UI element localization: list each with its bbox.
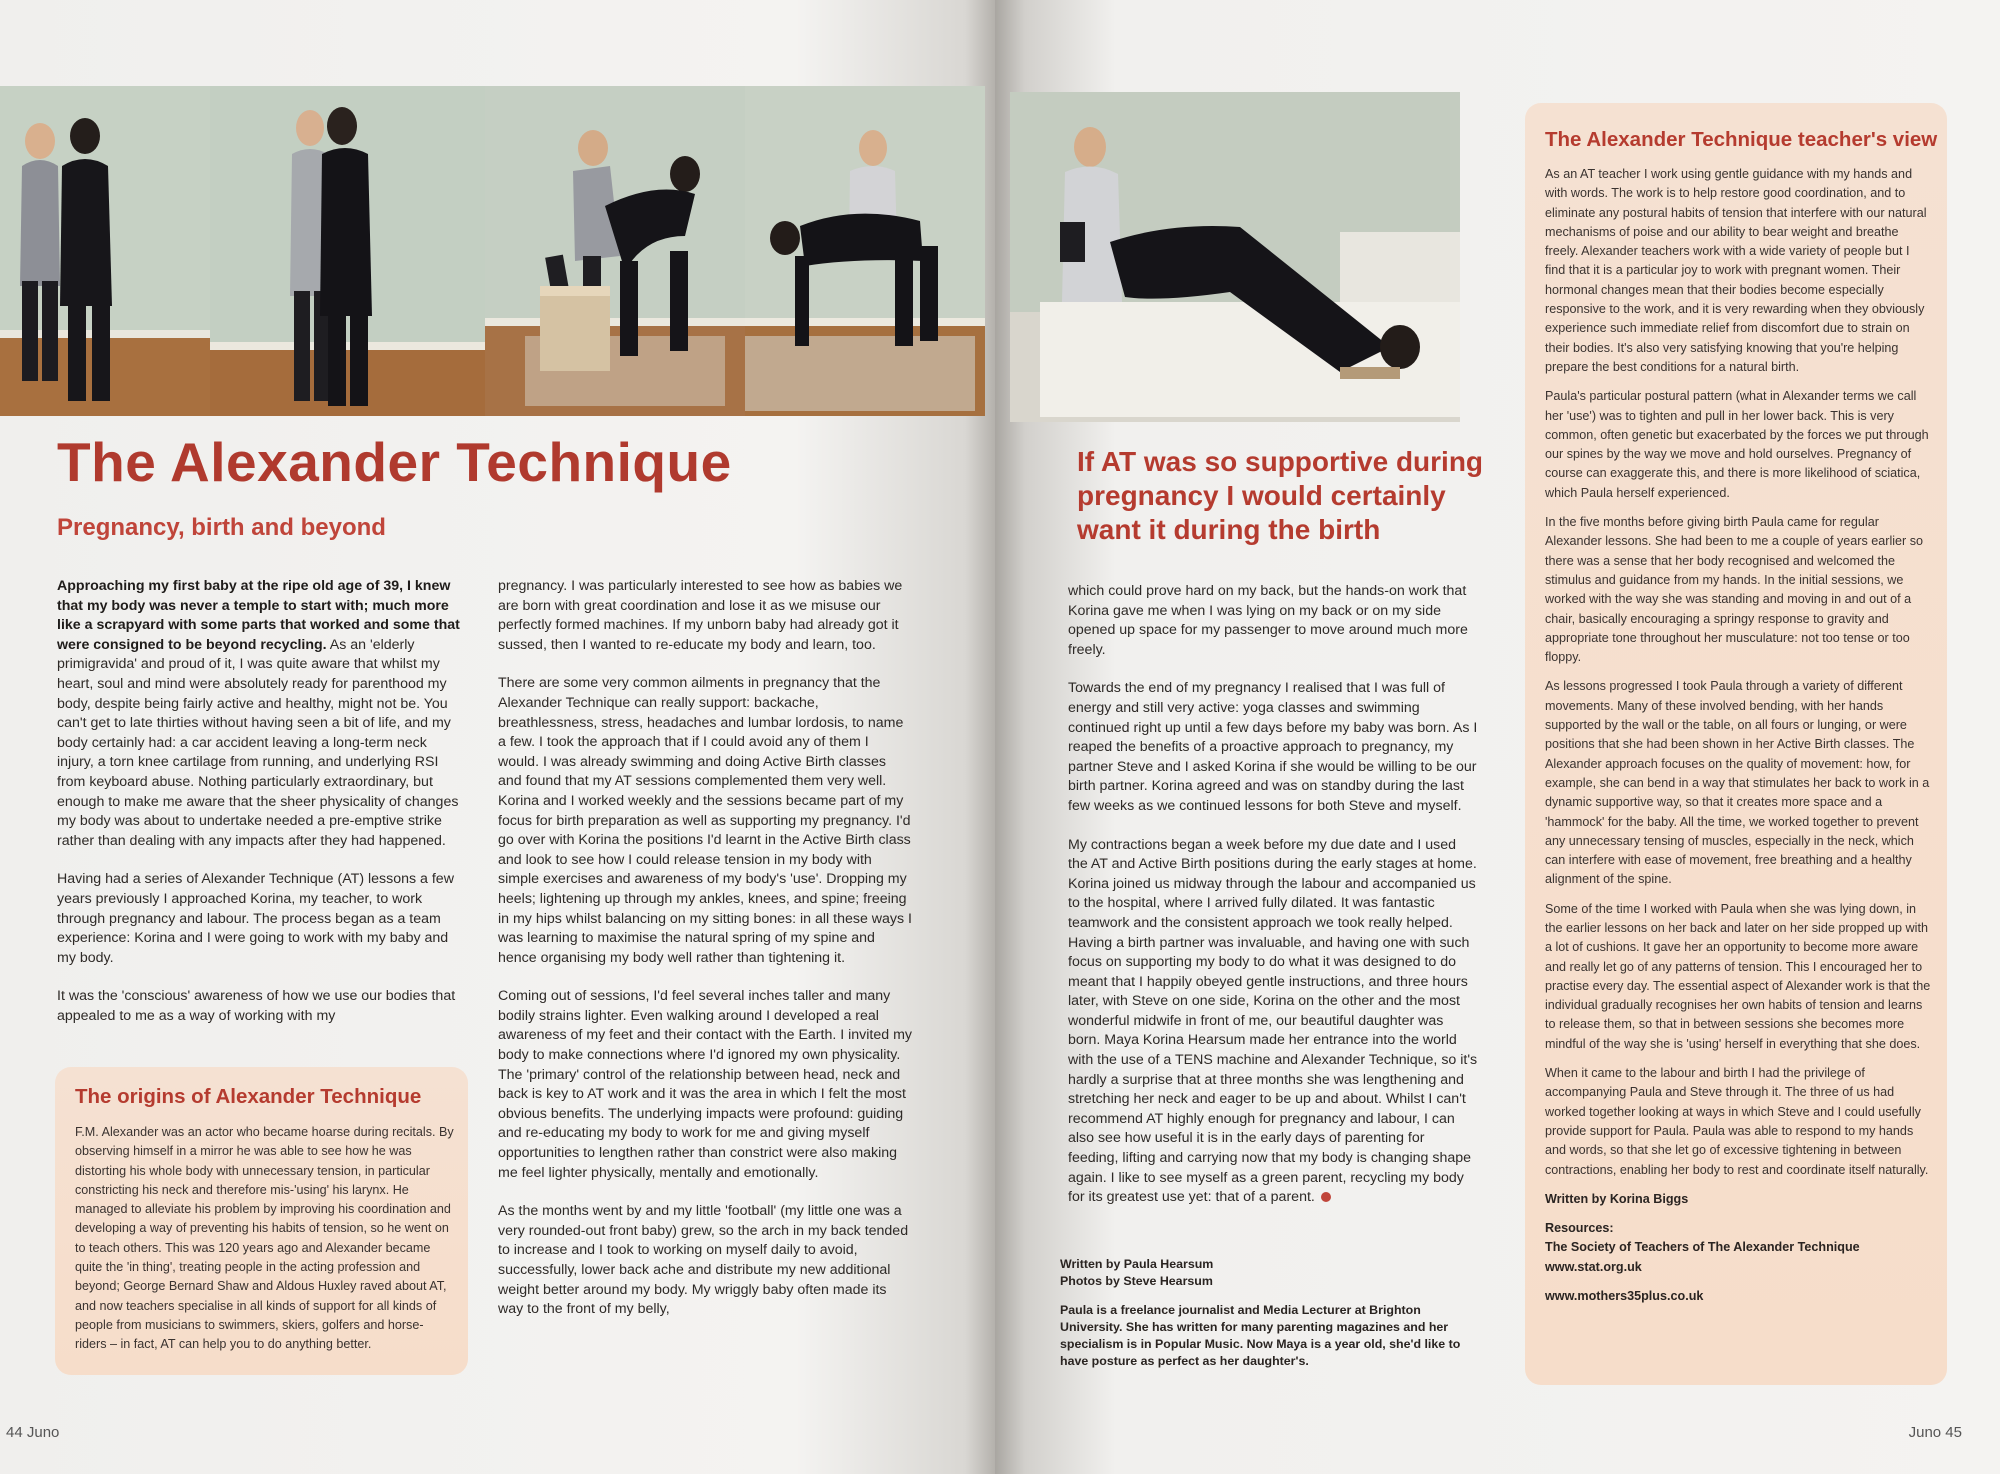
- origins-text: [75, 1123, 455, 1365]
- teacher-view-sidebar-box: [1525, 103, 1947, 1385]
- photo-stool-lunge: [485, 86, 745, 416]
- article-column-1: [57, 577, 467, 1045]
- left-page: [0, 0, 995, 1474]
- page-number-left: 44 Juno: [6, 1424, 60, 1441]
- body-paragraph: Towards the end of my pregnancy I realised that I was full of energy and still very active: yoga classes and swimming continued right up until a few days before my baby was born. As I reaped the benefits of a proactive approach to pregnancy, my partner Steve and I asked Korina if she would be willing to be our birth partner. Korina agreed and was on standby during the last few weeks as we continued lessons for both Steve and myself.: [1068, 680, 1478, 814]
- photo-standing-alignment: [0, 86, 210, 416]
- right-page: [995, 0, 2000, 1474]
- photo-strip: [0, 86, 985, 416]
- body-paragraph: Coming out of sessions, I'd feel several inches taller and many bodily strains lighter. Even walking around I developed a real awareness of my feet and their contact with the Earth. I invited my body to make connections where I'd ignored my own physicality. The 'primary' control of the relationship between head, neck and back is key to AT work and it was the area in which I felt the most obvious benefits. The underlying impacts were profound: guiding and re-educating my body to work for me and giving myself opportunities to lengthen rather than constrict were also making me feel lighter physically, mentally and emotionally.: [498, 988, 913, 1181]
- article-column-3: [1068, 582, 1478, 1208]
- pull-quote: If AT was so supportive during pregnancy I would certainly want it during the birth: [1077, 446, 1484, 545]
- article-credits: [1060, 1256, 1480, 1382]
- teacher-view-heading: The Alexander Technique teacher's view: [1545, 128, 1938, 151]
- lead-paragraph: Approaching my first baby at the ripe old age of 39, I knew that my body was never a temple to start with; much more like a scrapyard with some parts that worked and some that were consigned to be beyond recycling.: [57, 578, 460, 653]
- article-title: The Alexander Technique: [57, 431, 732, 493]
- origins-heading: The origins of Alexander Technique: [75, 1085, 422, 1108]
- body-paragraph: As the months went by and my little 'football' (my little one was a very rounded-out front baby) grew, so the arch in my back tended to increase and I took to working on myself daily to avoid, successfully, lower back ache and distribute my new additional weight better around my body. My wriggly baby often made its way to the front of my belly,: [498, 1203, 909, 1318]
- body-paragraph: It was the 'conscious' awareness of how we use our bodies that appealed to me as a way of working with my: [57, 988, 456, 1024]
- body-paragraph: which could prove hard on my back, but the hands-on work that Korina gave me when I was lying on my back or on my side opened up space for my passenger to move around much more freely.: [1068, 583, 1468, 658]
- teacher-view-text: [1545, 165, 1931, 1316]
- teacher-paragraph: As lessons progressed I took Paula through a variety of different movements. Many of these involved bending, with her hands supported by the wall or the table, on all fours or lunging, or were positions that she had been shown in her Active Birth classes. The Alexander approach focuses on the quality of movement: how, for example, she can bend in a way that stimulates her back to work in a dynamic supportive way, so that it creates more space and a 'hammock' for the baby. All the time, we worked together to prevent any unnecessary tensing of muscles, especially in the neck, which can interfere with ease of movement, free breathing and a healthy alignment of the spine.: [1545, 679, 1930, 887]
- page-number-right: Juno 45: [1908, 1424, 1962, 1441]
- end-of-article-dot-icon: [1321, 1192, 1331, 1202]
- body-paragraph: My contractions began a week before my due date and I used the AT and Active Birth positions during the early stages at home. Korina joined us midway through the labour and accompanied us to the hospital, where I arrived fully dilated. It was fantastic teamwork and the consistent approach we took really helped. Having a birth partner was invaluable, and having one with such focus on supporting my body to do what it was designed to do meant that I happily obeyed gentle instructions, and three hours later, with Steve on one side, Korina on the other and the most wonderful midwife in front of me, our beautiful daughter was born. Maya Korina Hearsum made her entrance into the world with the use of a TENS machine and Alexander Technique, so it's hardly a surprise that at three months she was lengthening and stretching her neck and eager to be up and about. Whilst I can't recommend AT highly enough for pregnancy and labour, I can also see how useful it is in the early days of parenting for feeding, lifting and carrying now that my body is changing shape again. I like to see myself as a green parent, recycling my body for its greatest use yet: that of a parent.: [1068, 836, 1478, 1206]
- article-subtitle: Pregnancy, birth and beyond: [57, 514, 386, 541]
- teacher-paragraph: When it came to the labour and birth I had the privilege of accompanying Paula and Steve through it. The three of us had worked together looking at ways in which Steve and I could usefully provide support for Paula. Paula was able to respond to my hands and words, so that she let go of excessive tightening in between contractions, enabling her body to rest and coordinate itself naturally.: [1545, 1066, 1929, 1177]
- writer-credit: Written by Paula Hearsum: [1060, 1257, 1214, 1271]
- origins-paragraph: F.M. Alexander was an actor who became hoarse during recitals. By observing himself in a mirror he was able to see how he was distorting his whole body with unnecessary tension, in particular constricting his neck and therefore mis-'using' his larynx. He managed to alleviate his problem by improving his coordination and developing a way of preventing his habits of tension, so he went on to teach others. This was 120 years ago and Alexander became quite the 'in thing', treating people in the acting profession and beyond; George Bernard Shaw and Aldous Huxley raved about AT, and now teachers specialise in all kinds of support for all kinds of people from musicians to swimmers, skiers, golfers and horse-riders – in fact, AT can help you to do anything better.: [75, 1125, 454, 1352]
- body-paragraph: As an 'elderly primigravida' and proud of it, I was quite aware that whilst my heart, soul and mind were absolutely ready for parenthood my body, despite being fairly active and healthy, might not be. You can't get to late thirties without having seen a bit of life, and my body certainly had: a car accident leaving a long-term neck injury, a torn knee cartilage from running, and underlying RSI from keyboard abuse. Nothing particularly extraordinary, but enough to make me aware that the sheer physicality of changes my body was about to undertake needed a pre-emptive strike rather than dealing with any impacts after they had happened.: [57, 636, 459, 849]
- resource-link-stat[interactable]: www.stat.org.uk: [1545, 1259, 1642, 1274]
- photographer-credit: Photos by Steve Hearsum: [1060, 1274, 1213, 1288]
- teacher-writer-credit: Written by Korina Biggs: [1545, 1191, 1689, 1206]
- author-bio: Paula is a freelance journalist and Media Lecturer at Brighton University. She has written for many parenting magazines and her specialism is in Popular Music. Now Maya is a year old, she'd like to have posture as perfect as her daughter's.: [1060, 1303, 1461, 1368]
- body-paragraph: There are some very common ailments in pregnancy that the Alexander Technique can really support: backache, breathlessness, stress, headaches and lumbar lordosis, to name a few. I took the approach that if I could avoid any of them I would. I was already swimming and doing Active Birth classes and found that my AT sessions complemented them very well. Korina and I worked weekly and the sessions became part of my focus for birth preparation as well as supporting my pregnancy. I'd go over with Korina the positions I'd learnt in the Active Birth class and look to see how I could release tension in my body with simple exercises and awareness of my body's 'use'. Dropping my heels; lightening up through my ankles, knees, and spine; freeing in my hips whilst balancing on my sitting bones: in all these ways I was learning to maximise the natural spring of my spine and hence organising my body well rather than tightening it.: [498, 675, 913, 966]
- body-paragraph: Having had a series of Alexander Technique (AT) lessons a few years previously I approached Korina, my teacher, to work through pregnancy and labour. The process began as a team experience: Korina and I were going to work with my baby and my body.: [57, 871, 454, 966]
- article-column-2: [498, 577, 913, 1339]
- resource-link-mothers35plus[interactable]: www.mothers35plus.co.uk: [1545, 1289, 1704, 1304]
- photo-neck-guidance: [210, 86, 485, 416]
- teacher-paragraph: Paula's particular postural pattern (what in Alexander terms we call her 'use') was to tighten and pull in her lower back. This is very common, often genetic but exacerbated by the forces we put through our spines by the way we move and hold ourselves. Pregnancy of course can exaggerate this, and there is more likelihood of sciatica, which Paula herself experienced.: [1545, 389, 1929, 500]
- resource-organisation: The Society of Teachers of The Alexander Technique: [1545, 1240, 1860, 1255]
- teacher-paragraph: In the five months before giving birth Paula came for regular Alexander lessons. She had been to me a couple of years earlier so there was a sense that her body recognised and welcomed the stimulus and guidance from my hands. In the initial sessions, we worked with the way she was standing and moving in and out of a chair, basically encouraging a springy response to gravity and appropriate tone throughout her musculature: not too tense or too floppy.: [1545, 515, 1924, 665]
- photo-all-fours: [745, 86, 985, 416]
- origins-sidebar-box: [55, 1067, 468, 1375]
- teacher-paragraph: Some of the time I worked with Paula when she was lying down, in the earlier lessons on her back and later on her side propped up with a lot of cushions. It gave her an opportunity to become more aware and really let go of any patterns of tension. This I encouraged her to practise every day. The essential aspect of Alexander work is that the individual gradually recognises her own habits of tension and learns to release them, so that in between sessions she becomes more mindful of the way she is 'using' herself in everything that she does.: [1545, 901, 1931, 1051]
- photo-lying-down: [1010, 92, 1460, 422]
- resources-label: Resources:: [1545, 1221, 1614, 1236]
- body-paragraph: pregnancy. I was particularly interested to see how as babies we are born with great coordination and lose it as we misuse our perfectly formed machines. If my unborn baby had already got it sussed, then I wanted to re-educate my body and learn, too.: [498, 578, 903, 653]
- teacher-paragraph: As an AT teacher I work using gentle guidance with my hands and with words. The work is to help restore good coordination, and to eliminate any postural habits of tension that interfere with our natural mechanisms of poise and our ability to bear weight and breathe freely. Alexander teachers work with a wide variety of people but I find that it is a particular joy to work with pregnant women. Their hormonal changes mean that their bodies become especially responsive to the work, and it is very rewarding when they obviously experience such immediate relief from discomfort due to strain on their bodies. It's also very satisfying knowing that you're helping prepare the best conditions for a natural birth.: [1545, 167, 1927, 374]
